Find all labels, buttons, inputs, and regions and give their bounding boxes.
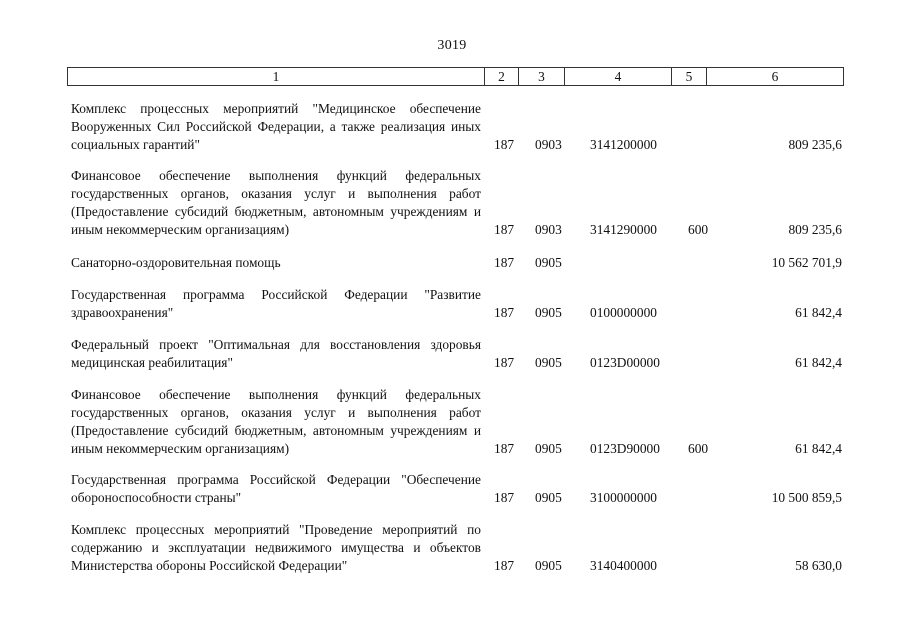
row-amount: 61 842,4 [795,305,842,320]
row-target-article: 0123D90000 [590,441,660,456]
row-name: Комплекс процессных мероприятий "Медицинское обеспечение Вооруженных Сил Российской Федерации, а также реализация иных социальных гарантий" [71,101,481,152]
row-amount: 61 842,4 [795,441,842,456]
row-subsection: 0903 [535,137,562,152]
row-subsection: 0905 [535,255,562,270]
column-header-4: 4 [565,68,672,86]
row-amount: 10 500 859,5 [771,490,842,505]
row-amount: 10 562 701,9 [771,255,842,270]
row-subsection: 0905 [535,305,562,320]
page-number: 3019 [437,38,467,53]
row-subsection: 0905 [535,490,562,505]
row-target-article: 3140400000 [590,558,657,573]
row-target-article: 3141200000 [590,137,657,152]
column-header-2: 2 [485,68,519,86]
row-name: Финансовое обеспечение выполнения функций федеральных государственных органов, оказания услуг и выполнения работ (Предоставление субсидий бюджетным, автономным учреждениям и иным некоммерческим организациям) [71,387,481,456]
row-name: Финансовое обеспечение выполнения функций федеральных государственных органов, оказания услуг и выполнения работ (Предоставление субсидий бюджетным, автономным учреждениям и иным некоммерческим организациям) [71,168,481,237]
row-target-article: 0123D00000 [590,355,660,370]
column-header-6: 6 [707,68,844,86]
column-header-5: 5 [672,68,707,86]
row-target-article: 0100000000 [590,305,657,320]
row-name: Комплекс процессных мероприятий "Проведение мероприятий по содержанию и эксплуатации недвижимого имущества и объектов Министерства обороны Российской Федерации" [71,522,481,573]
row-expense-type: 600 [688,222,709,237]
row-expense-type: 600 [688,441,709,456]
row-section: 187 [494,441,515,456]
row-section: 187 [494,558,515,573]
row-subsection: 0905 [535,355,562,370]
row-subsection: 0905 [535,558,562,573]
row-target-article: 3100000000 [590,490,657,505]
column-header-1: 1 [68,68,485,86]
row-section: 187 [494,255,515,270]
row-name: Государственная программа Российской Федерации "Развитие здравоохранения" [71,287,481,320]
row-amount: 58 630,0 [795,558,842,573]
row-section: 187 [494,305,515,320]
column-header-3: 3 [519,68,565,86]
row-name: Федеральный проект "Оптимальная для восстановления здоровья медицинская реабилитация" [71,337,481,370]
row-section: 187 [494,490,515,505]
row-amount: 809 235,6 [788,137,842,152]
row-amount: 61 842,4 [795,355,842,370]
row-name: Санаторно-оздоровительная помощь [71,255,281,270]
row-section: 187 [494,222,515,237]
row-amount: 809 235,6 [788,222,842,237]
row-section: 187 [494,137,515,152]
row-name: Государственная программа Российской Федерации "Обеспечение обороноспособности страны" [71,472,481,505]
row-section: 187 [494,355,515,370]
row-target-article: 3141290000 [590,222,657,237]
row-subsection: 0905 [535,441,562,456]
row-subsection: 0903 [535,222,562,237]
